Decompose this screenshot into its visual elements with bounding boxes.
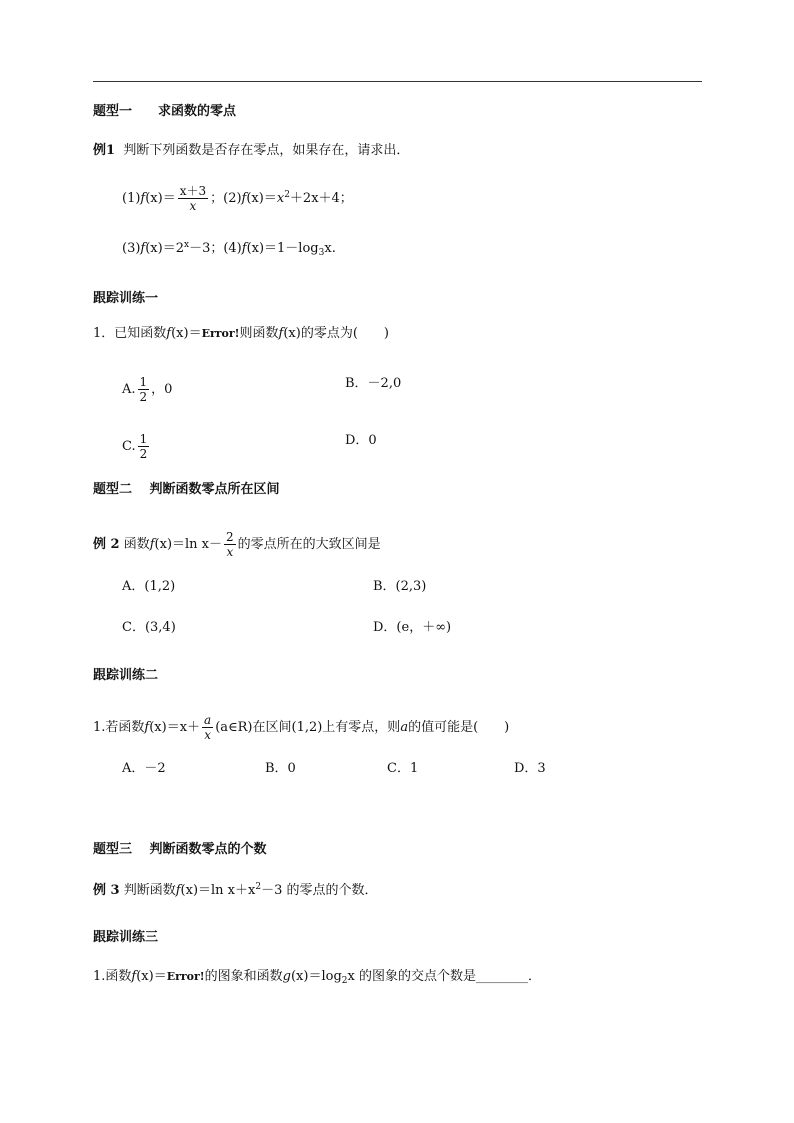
fraction [138,375,150,404]
example-1-line-2 [122,241,336,257]
text-run: 函数 [123,537,150,552]
func-name: f [166,326,172,341]
fraction-numerator: a [204,713,212,727]
fraction-numerator: 2 [226,530,234,544]
text-run: (3) [122,241,141,256]
training-2-option-a: A．－2 [122,761,166,776]
training-1-option-a [122,375,172,404]
text-run: (x)＝ [145,191,176,206]
training-3-title: 跟踪训练三 [93,930,159,945]
training-1-question [93,326,389,342]
example-2-label: 例 2 [93,537,120,552]
option-label: C. [122,439,136,454]
func-name: f [175,883,181,898]
text-run: 1.若函数 [93,720,145,735]
text-run: (x)＝ [246,191,277,206]
example-2-option-b: B．(2,3) [373,579,427,594]
text-run: (x)＝2 [145,241,184,256]
log-base: 2 [341,976,348,986]
example-3-label: 例 3 [93,883,120,898]
fraction [224,530,236,559]
text-run: 则函数 [239,326,279,341]
func-name: f [278,326,284,341]
example-3-prompt [93,883,378,899]
fraction-denominator: x [189,199,197,213]
fraction [138,432,150,461]
func-name: f [131,969,137,984]
text-run: (x)的零点为( ) [283,326,389,341]
section-title-1: 题型一 求函数的零点 [93,104,237,119]
text-run: －3；(4) [189,241,242,256]
training-1-option-b: B．－2,0 [345,376,402,391]
error-field: Error! [166,970,205,983]
example-2-option-a: A．(1,2) [122,579,176,594]
text-run: (x)＝x＋ [149,720,201,735]
text-run: －3 的零点的个数． [261,883,378,898]
text-run: 判断函数 [123,883,176,898]
training-2-title: 跟踪训练二 [93,668,159,683]
exponent: 2 [284,190,290,200]
func-name: f [241,241,247,256]
text-run: x. [324,241,336,256]
func-name: f [144,720,150,735]
text-run: (x)＝ln x－ [154,537,223,552]
text-run: 的零点所在的大致区间是 [237,537,381,552]
func-name: f [149,537,155,552]
example-1-text: 判断下列函数是否存在零点，如果存在，请求出． [123,143,410,158]
training-2-option-d: D．3 [514,761,546,776]
training-2-question [93,713,509,742]
training-2-option-c: C．1 [387,761,419,776]
header-rule [93,81,702,82]
text-run: 1.函数 [93,969,132,984]
fraction [202,713,213,742]
example-1-line-1 [122,184,353,213]
section-title-2: 题型二 判断函数零点所在区间 [93,482,280,497]
text-run: ；(2) [210,191,242,206]
training-1-option-d: D．0 [345,433,377,448]
option-label: A. [122,382,136,397]
fraction-numerator: 1 [139,432,148,446]
text-run: (1) [122,191,141,206]
text-run: (x)＝ [136,969,167,984]
func-name: f [140,191,146,206]
training-3-question [93,969,541,985]
text-run: (x)＝ln x＋x [180,883,256,898]
log-base: 3 [318,248,325,258]
example-1-prompt [93,143,409,159]
text-run: ，0 [151,382,173,397]
training-2-option-b: B．0 [265,761,296,776]
text-run: 1．已知函数 [93,326,167,341]
exponent: x [183,240,190,250]
variable: a [400,720,409,735]
section-title-3: 题型三 判断函数零点的个数 [93,842,267,857]
fraction-denominator: x [226,545,234,559]
text-run: x 的图象的交点个数是________． [347,969,541,984]
training-1-title: 跟踪训练一 [93,291,159,306]
example-2-prompt [93,530,381,559]
text-run: (x)＝ [171,326,202,341]
func-name: f [241,191,247,206]
fraction-denominator: x [204,728,211,742]
text-run: 的值可能是( ) [408,720,510,735]
training-1-option-c [122,432,151,461]
text-run: 的图象和函数 [204,969,283,984]
exponent: 2 [255,882,262,892]
fraction-denominator: 2 [139,447,148,461]
fraction-denominator: 2 [139,390,148,404]
fraction [178,184,208,213]
fraction-numerator: x＋3 [179,184,207,198]
text-run: (x)＝log [290,969,342,984]
text-run: ＋2x＋4； [289,191,353,206]
text-run: (a∈R)在区间(1,2)上有零点，则 [215,720,401,735]
text-run: (x)＝1－log [246,241,319,256]
error-field: Error! [201,327,240,340]
example-2-option-c: C．(3,4) [122,620,176,635]
example-2-option-d: D．(e，＋∞) [373,620,452,635]
func-name: g [282,969,291,984]
example-1-label: 例1 [93,143,116,158]
func-name: f [140,241,146,256]
variable: x [276,191,285,206]
fraction-numerator: 1 [139,375,148,389]
